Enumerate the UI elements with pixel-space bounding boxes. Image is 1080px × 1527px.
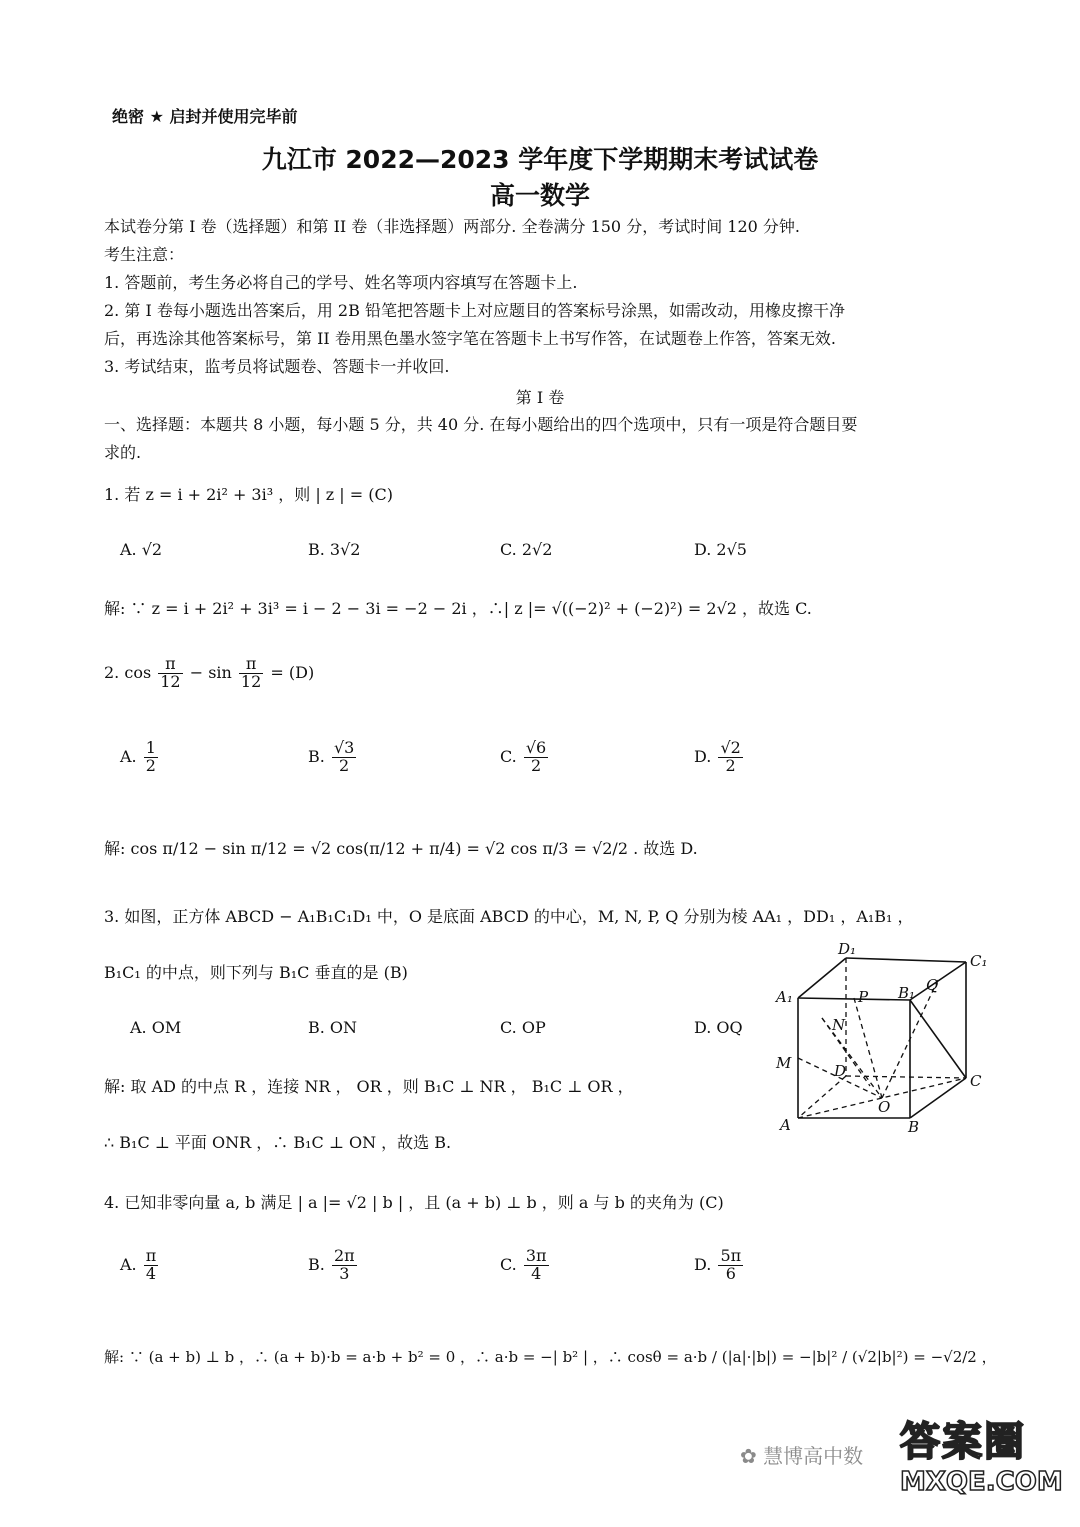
q1-option-d: D. 2√5	[694, 540, 747, 559]
section-desc-a: 一、选择题：本题共 8 小题，每小题 5 分，共 40 分. 在每小题给出的四个选项中，只有一项是符合题目要	[104, 415, 858, 434]
label-N: N	[832, 1016, 846, 1034]
q2-option-a: A. $\frac{1}{2}$	[120, 738, 156, 775]
watermark-logo	[900, 1410, 1070, 1520]
label-C1: C₁	[970, 952, 988, 970]
q3-option-a: A. OM	[130, 1018, 182, 1037]
notice-item-1: 1. 答题前，考生务必将自己的学号、姓名等项内容填写在答题卡上.	[104, 273, 578, 292]
watermark-text: ✿ 慧博高中数	[740, 1444, 864, 1468]
q2-option-d: D. $\frac{√2}{2}$	[694, 738, 741, 775]
cube-figure	[770, 940, 1000, 1140]
confidential-mark: 绝密 ★ 启封并使用完毕前	[112, 107, 298, 126]
q3-solution-a: 解: 取 AD 的中点 R ，连接 NR ， OR ，则 B₁C ⊥ NR ， B₁C ⊥ OR ，	[104, 1077, 634, 1096]
q2-answer: = (D)	[270, 662, 315, 682]
label-P: P	[858, 988, 869, 1006]
notice-heading: 考生注意：	[104, 245, 185, 264]
intro-line: 本试卷分第 I 卷（选择题）和第 II 卷（非选择题）两部分. 全卷满分 150 分，考试时间 120 分钟.	[104, 217, 800, 236]
q4-option-d: D. $\frac{5\pi}{6}$	[694, 1246, 742, 1283]
q3-stem-a: 3. 如图，正方体 ABCD − A₁B₁C₁D₁ 中，O 是底面 ABCD 的中心，M, N, P, Q 分别为棱 AA₁ ，DD₁ ，A₁B₁ ，	[104, 907, 914, 926]
section-title: 第 I 卷	[515, 388, 565, 407]
q4-solution: 解: ∵ (a + b) ⊥ b ，∴ (a + b)·b = a·b + b² = 0 ，∴ a·b = −| b² | ，∴ cosθ = a·b / (|a|·|b|) = −|b|² / (√2|b|²) = −√2/2 ，	[104, 1348, 997, 1366]
label-A1: A₁	[776, 988, 793, 1006]
q3-solution-b: ∴ B₁C ⊥ 平面 ONR ，∴ B₁C ⊥ ON ，故选 B.	[104, 1133, 452, 1152]
q2-option-c: C. $\frac{√6}{2}$	[500, 738, 547, 775]
label-O: O	[878, 1098, 891, 1116]
q4-option-a: A. $\frac{\pi}{4}$	[120, 1246, 157, 1283]
q1-option-c: C. 2√2	[500, 540, 553, 559]
wechat-icon: ✿	[740, 1444, 757, 1468]
logo-mark: 答案圈	[900, 1419, 1026, 1465]
q4-stem: 4. 已知非零向量 a, b 满足 | a |= √2 | b | ，且 (a + b) ⊥ b ，则 a 与 b 的夹角为 (C)	[104, 1193, 724, 1212]
notice-item-2a: 2. 第 I 卷每小题选出答案后，用 2B 铅笔把答题卡上对应题目的答案标号涂黑，如需改动，用橡皮擦干净	[104, 301, 845, 320]
notice-item-3: 3. 考试结束，监考员将试题卷、答题卡一并收回.	[104, 357, 450, 376]
q2-frac-1: $\frac{\pi}{12}$	[160, 654, 181, 691]
q2-frac-2: $\frac{\pi}{12}$	[240, 654, 262, 691]
label-M: M	[776, 1054, 792, 1072]
q2-minus-sin: − sin	[189, 662, 232, 682]
q4-option-b: B. $\frac{2\pi}{3}$	[308, 1246, 355, 1283]
q1-option-b: B. 3√2	[308, 540, 361, 559]
label-A: A	[780, 1116, 791, 1134]
q3-option-b: B. ON	[308, 1018, 358, 1037]
notice-item-2b: 后，再选涂其他答案标号，第 II 卷用黑色墨水签字笔在答题卡上书写作答，在试题卷上作答，答案无效.	[104, 329, 836, 348]
q2-solution: 解: cos π/12 − sin π/12 = √2 cos(π/12 + π/4) = √2 cos π/3 = √2/2 . 故选 D.	[104, 839, 698, 858]
label-D: D	[834, 1062, 847, 1080]
exam-title: 九江市 2022—2023 学年度下学期期末考试试卷	[261, 145, 819, 174]
logo-site: MXQE.COM	[900, 1467, 1063, 1497]
label-Q: Q	[926, 976, 939, 994]
q3-option-d: D. OQ	[694, 1018, 743, 1037]
q1-option-a: A. √2	[120, 540, 163, 559]
q1-solution: 解: ∵ z = i + 2i² + 3i³ = i − 2 − 3i = −2 − 2i ，∴| z |= √((−2)² + (−2)²) = 2√2 ，故选 C.	[104, 599, 812, 618]
q3-option-c: C. OP	[500, 1018, 546, 1037]
q4-option-c: C. $\frac{3\pi}{4}$	[500, 1246, 547, 1283]
q3-stem-b: B₁C₁ 的中点，则下列与 B₁C 垂直的是 (B)	[104, 963, 408, 982]
label-B: B	[908, 1118, 920, 1136]
q1-stem: 1. 若 z = i + 2i² + 3i³ ，则 | z | = (C)	[104, 485, 394, 504]
label-B1: B₁	[898, 984, 916, 1002]
label-D1: D₁	[838, 940, 857, 958]
exam-subject: 高一数学	[489, 181, 590, 210]
q2-cos: 2. cos	[104, 662, 152, 682]
q2-stem	[104, 656, 314, 691]
q2-option-b: B. $\frac{√3}{2}$	[308, 738, 355, 775]
label-C: C	[970, 1072, 982, 1090]
section-desc-b: 求的.	[104, 443, 142, 462]
